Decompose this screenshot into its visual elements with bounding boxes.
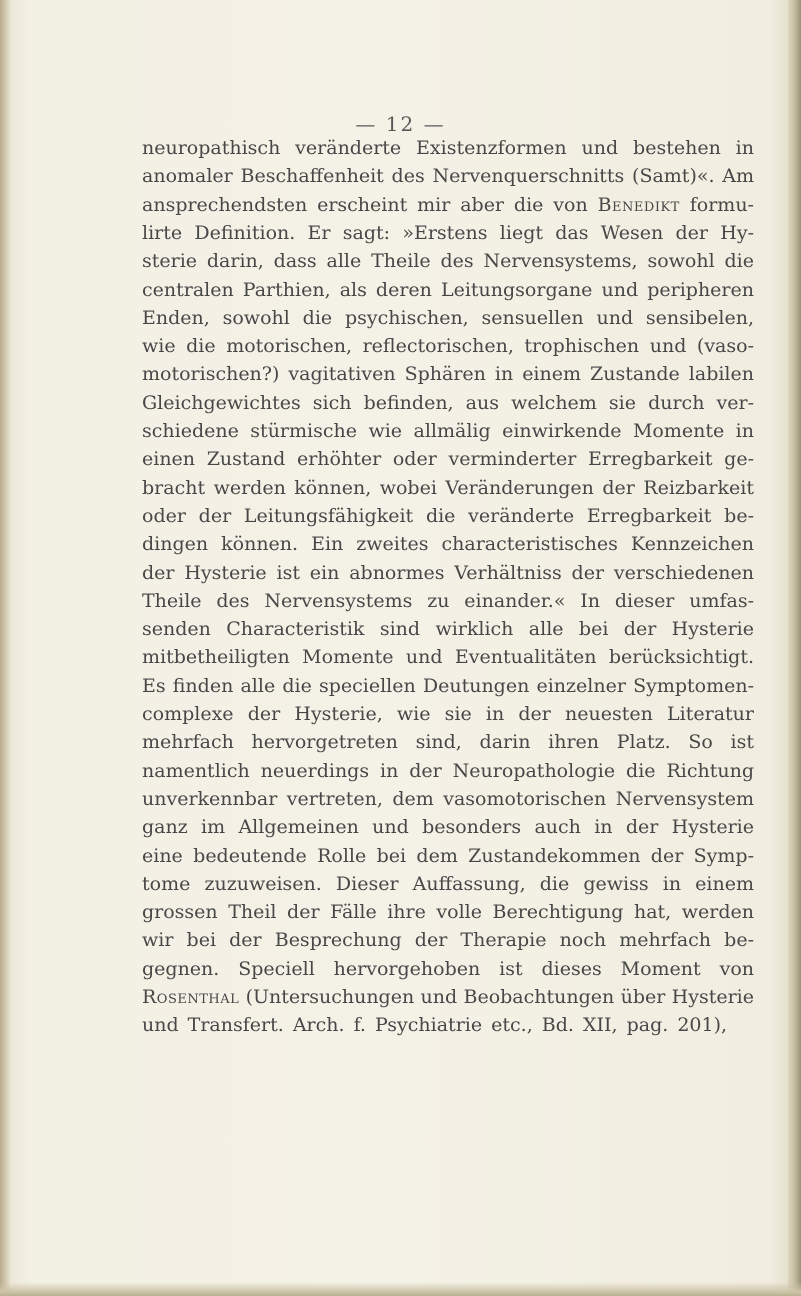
line-text: unverkennbar vertreten, dem vasomotorischen Nervensystem (142, 787, 754, 810)
line-text: sterie darin, dass alle Theile des Nervensystems, sowohl die (142, 250, 754, 273)
line-text: complexe der Hysterie, wie sie in der neuesten Literatur (142, 703, 754, 725)
text-line (142, 530, 754, 558)
text-line (142, 615, 754, 643)
text-line (142, 757, 754, 785)
text-line (142, 474, 754, 502)
line-text: (Untersuchungen und Beobachtungen über Hysterie (239, 986, 754, 1008)
text-line (142, 643, 754, 671)
line-text: schiedene stürmische wie allmälig einwirkende Momente in (142, 420, 754, 442)
text-line (142, 162, 754, 190)
text-line (142, 304, 754, 332)
text-line (142, 417, 754, 445)
text-line (142, 700, 754, 728)
line-text: neuropathisch veränderte Existenzformen und bestehen in (142, 137, 754, 159)
line-text: Theile des Nervensystems zu einander.« In dieser umfas- (142, 589, 754, 612)
line-text: centralen Parthien, als deren Leitungsorgane und peripheren (142, 278, 754, 301)
text-line (142, 389, 754, 417)
line-text: Es finden alle die speciellen Deutungen einzelner Symptomen- (142, 674, 754, 697)
line-text: und Transfert. Arch. f. Psychiatrie etc., Bd. XII, pag. 201), (142, 1014, 728, 1037)
text-line (142, 813, 754, 841)
author-name: Rosenthal (142, 986, 240, 1008)
line-text: bracht werden können, wobei Veränderungen der Reizbarkeit (142, 476, 754, 499)
line-text: senden Characteristik sind wirklich alle bei der Hysterie (142, 618, 754, 641)
author-name: Benedikt (597, 193, 680, 216)
text-line (142, 898, 754, 926)
line-text: motorischen?) vagitativen Sphären in einem Zustande labilen (142, 363, 754, 386)
line-text: tome zuzuweisen. Dieser Auffassung, die gewiss in einem (142, 872, 754, 895)
line-text: der Hysterie ist ein abnormes Verhältniss der verschiedenen (142, 561, 754, 584)
line-text: wir bei der Besprechung der Therapie noch mehrfach be- (142, 929, 754, 952)
line-text: einen Zustand erhöhter oder verminderter Erregbarkeit ge- (142, 448, 754, 471)
line-text: Gleichgewichtes sich befinden, aus welchem sie durch ver- (142, 391, 754, 414)
text-line (142, 502, 754, 530)
text-line (142, 1011, 754, 1039)
line-text: ansprechendsten erscheint mir aber die von (142, 193, 598, 216)
text-line (142, 842, 754, 870)
text-line (142, 360, 754, 388)
text-line (142, 219, 754, 247)
line-text: gegnen. Speciell hervorgehoben ist dieses Moment von (142, 957, 754, 980)
text-line (142, 247, 754, 275)
line-text: ganz im Allgemeinen und besonders auch in der Hysterie (142, 816, 754, 839)
line-text: wie die motorischen, reflectorischen, trophischen und (vaso- (142, 335, 754, 358)
line-text: mitbetheiligten Momente und Eventualitäten berücksichtigt. (142, 646, 754, 669)
text-line (142, 870, 754, 898)
line-text: dingen können. Ein zweites characteristisches Kennzeichen (142, 533, 754, 556)
text-line (142, 445, 754, 473)
text-line (142, 191, 754, 219)
text-line (142, 955, 754, 983)
line-text: mehrfach hervorgetreten sind, darin ihren Platz. So ist (142, 731, 754, 754)
text-line (142, 728, 754, 756)
line-text: grossen Theil der Fälle ihre volle Berechtigung hat, werden (142, 901, 754, 924)
text-line (142, 559, 754, 587)
line-text: oder der Leitungsfähigkeit die veränderte Erregbarkeit be- (142, 504, 754, 527)
text-line (142, 276, 754, 304)
text-line (142, 672, 754, 700)
line-text: namentlich neuerdings in der Neuropathologie die Richtung (142, 759, 754, 782)
text-line (142, 332, 754, 360)
text-line (142, 785, 754, 813)
page-number: — 12 — (355, 112, 446, 136)
text-line (142, 983, 754, 1011)
line-text: eine bedeutende Rolle bei dem Zustandekommen der Symp- (142, 844, 754, 867)
line-text: anomaler Beschaffenheit des Nervenquerschnitts (Samt)«. Am (142, 165, 754, 188)
text-line (142, 926, 754, 954)
line-text: formu- (679, 193, 754, 216)
line-text: lirte Definition. Er sagt: »Erstens liegt das Wesen der Hy- (142, 221, 754, 244)
text-line (142, 134, 754, 162)
text-line (142, 587, 754, 615)
line-text: Enden, sowohl die psychischen, sensuellen und sensibelen, (142, 306, 754, 329)
